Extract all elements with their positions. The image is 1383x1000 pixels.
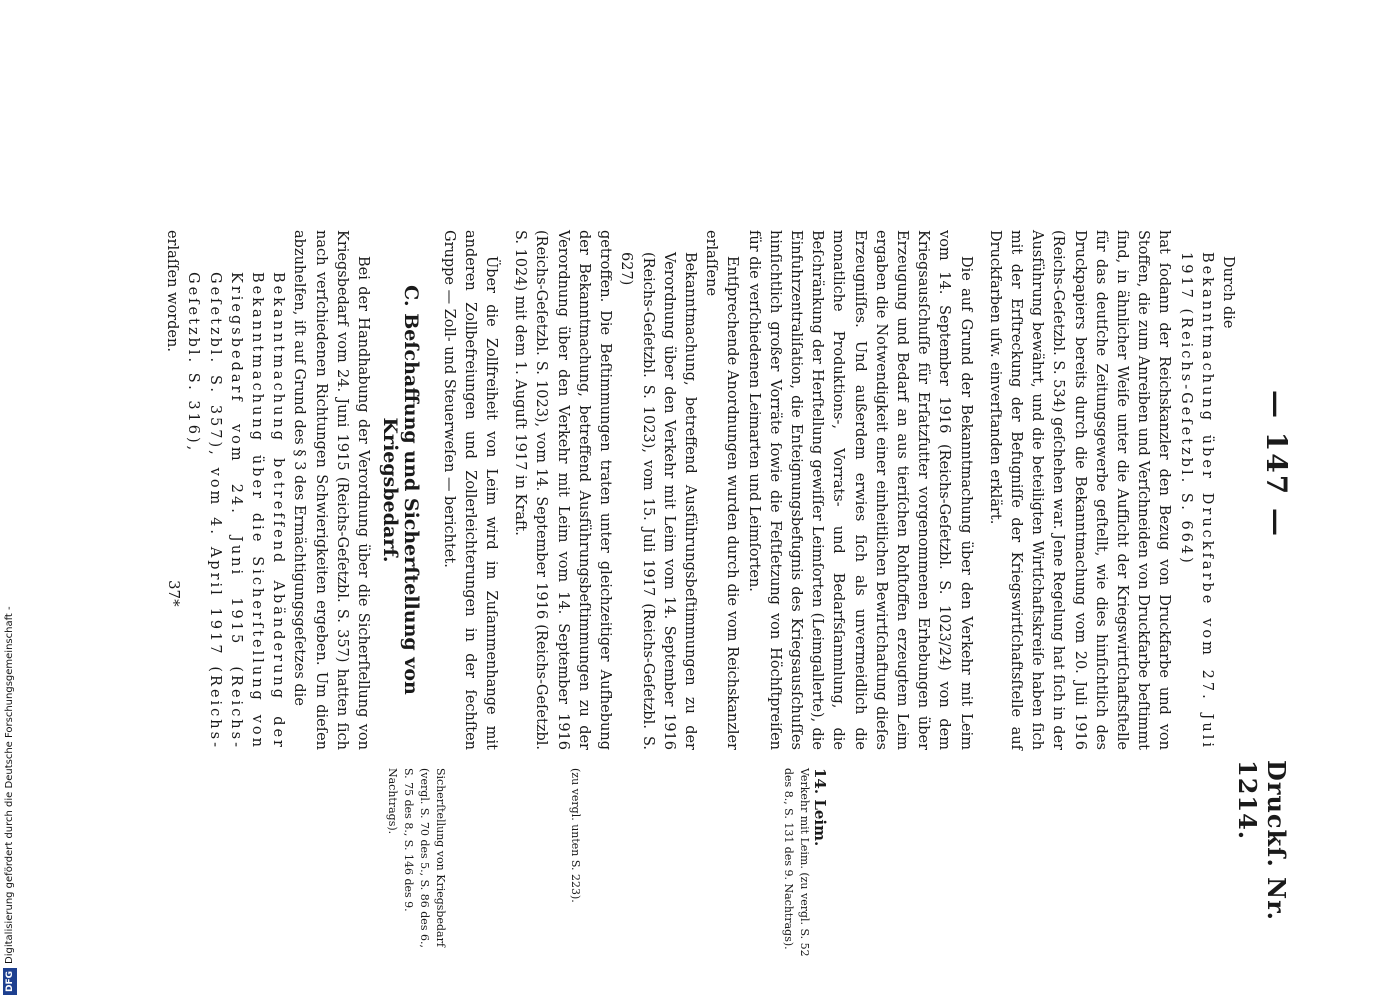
main-text-column: [161, 230, 1238, 750]
paragraph-lead: Durch die: [1220, 256, 1236, 329]
margin-note-text: Verkehr mit Leim. (zu vergl. S. 52 des 8., S. 131 des 9. Nachtrags).: [782, 768, 811, 957]
margin-note-text: (zu vergl. unten S. 223).: [569, 768, 582, 903]
margin-note-kriegsbedarf: [384, 768, 448, 958]
page-signature: 37*: [165, 580, 183, 607]
dfg-logo-icon: DFG: [3, 968, 17, 995]
margin-note-zoll: [567, 768, 583, 958]
paragraph: Über die Zollfreiheit von Leim wird im Zuſammenhange mit anderen Zollbefreiungen und Zollerleichterungen in der ſechſten Gruppe — Zoll- und Steuerweſen — berichtet.: [440, 230, 500, 750]
digitization-credit: [3, 595, 17, 995]
paragraph: Die auf Grund der Bekanntmachung über den Verkehr mit Leim vom 14. September 1916 (Reichs-Geſetzbl. S. 1023/24) von dem Kriegsausſchuſſe für Erſatzfutter vorgenommenen Erhebungen über Erzeugung und Bedarf an aus tieriſchen Rohſtoffen erzeugtem Leim ergaben die Notwendigkeit einer einheitlichen Bewirtſchaftung dieſes Erzeugniſſes. Und außerdem erwies ſich als unvermeidlich die monatliche Produktions-, Vorrats- und Bedarfsſammlung, die Beſchränkung der Herſtellung gewiſſer Leimſorten (Leimgallerte), die Einfuhrzentraliſation, die Enteignungsbefugnis des Kriegsausſchuſſes hinſichtlich großer Vorräte ſowie die Feſtſetzung von Höchſtpreiſen für die verſchiedenen Leimarten und Leimſorten.: [745, 230, 974, 750]
paragraph: erlaſſen worden.: [164, 230, 181, 352]
drucksache-number: Druckſ. Nr. 1214.: [1233, 760, 1291, 921]
margin-heading: 14. Leim.: [811, 768, 829, 847]
page-number: — 147 —: [1260, 390, 1293, 538]
document-page: [143, 0, 1383, 1000]
paragraph: getroffen. Die Beſtimmungen traten unter gleichzeitiger Aufhebung der Bekanntmachung, betreffend Ausführungsbeſtimmungen zu der Verordnung über den Verkehr mit Leim vom 14. September 1916 (Reichs-Geſetzbl. S. 1023), vom 14. September 1916 (Reichs-Geſetzbl. S. 1024) mit dem 1. Auguſt 1917 in Kraft.: [512, 230, 614, 750]
credit-text: Digitalisierung gefördert durch die Deutsche Forschungsgemeinschaft -: [4, 606, 15, 964]
cited-title: Bekanntmachung über Druckfarbe vom 27. Juli 1917 (Reichs-Geſetzbl. S. 664): [1177, 252, 1215, 750]
page-header: [1233, 0, 1293, 1000]
paragraph: Bei der Handhabung der Verordnung über die Sicherſtellung von Kriegsbedarf vom 24. Juni 1915 (Reichs-Geſetzbl. S. 357) hatten ſich nach verſchiedenen Richtungen Schwierigkeiten ergeben. Um dieſen abzuhelfen, iſt auf Grund des § 3 des Ermächtigungsgeſetzes die: [291, 230, 372, 750]
paragraph-lead: Entſprechende Anordnungen wurden durch die vom Reichskanzler erlaſſene: [703, 230, 741, 750]
cited-title: Bekanntmachung, betreffend Ausführungsbeſtimmungen zu der Verordnung über den Verkehr mit Leim vom 14. September 1916 (Reichs-Geſetzbl. S. 1023), vom 15. Juli 1917 (Reichs-Geſetzbl. S. 627): [618, 252, 698, 750]
margin-note-text: Sicherſtellung von Kriegsbedarf (vergl. S. 70 des 5., S. 86 des 6., S. 75 des 8., S. 146 des 9. Nachtrags).: [386, 768, 447, 948]
section-heading: C. Beſchaffung und Sicherſtellung von Kriegsbedarf.: [379, 285, 423, 695]
cited-title: Bekanntmachung betreffend Abänderung der Bekanntmachung über die Sicherſtellung von Kriegsbedarf vom 24. Juni 1915 (Reichs-Geſetzbl. S. 357), vom 4. April 1917 (Reichs-Geſetzbl. S. 316),: [185, 272, 287, 750]
paragraph: hat ſodann der Reichskanzler den Bezug von Druckfarbe und von Stoffen, die zum Anreiben und Verſchneiden von Druckfarbe beſtimmt ſind, in ähnlicher Weiſe unter die Aufſicht der Kriegswirtſchaftsſtelle für das deutſche Zeitungsgewerbe geſtellt, wie dies hinſichtlich des Druckpapiers bereits durch die Bekanntmachung vom 20. Juli 1916 (Reichs-Geſetzbl. S. 534) geſchehen war. Jene Regelung hat ſich in der Ausführung bewährt, und die beteiligten Wirtſchaftskreiſe haben ſich mit der Erſtreckung der Befugniſſe der Kriegswirtſchaftsſtelle auf Druckfarben uſw. einverſtanden erklärt.: [986, 230, 1173, 750]
margin-note-leim: [780, 768, 828, 958]
